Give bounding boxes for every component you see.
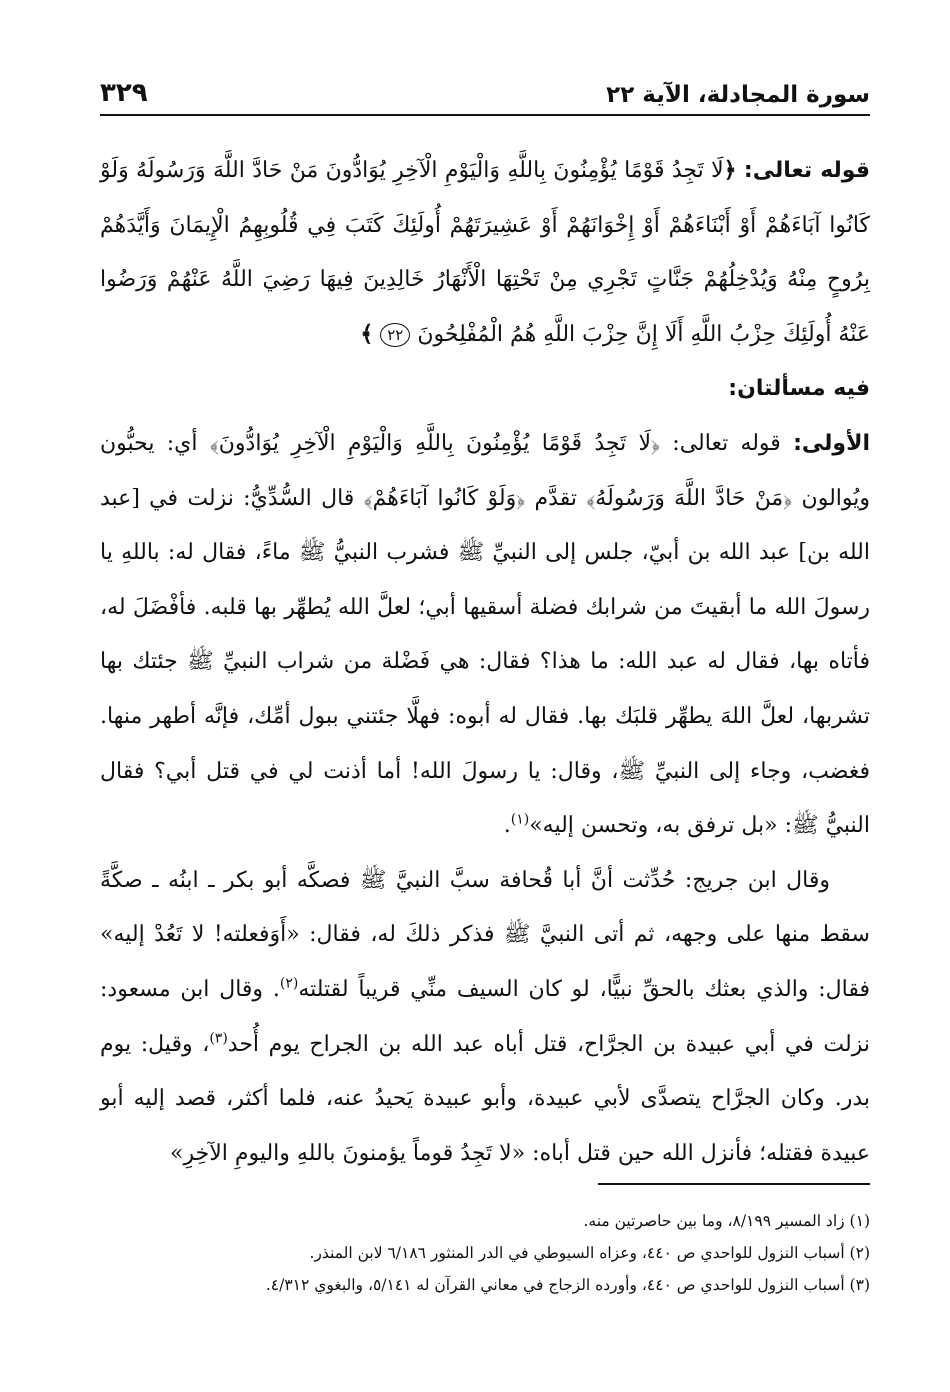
para2-text-1: وقال ابن جريج: حُدِّثت أنَّ أبا قُحافة سبَّ النبيَّ ﷺ فصكَّه أبو بكر ـ ابنُه ـ صكَّةً سقط منها على وجهه، ثم أتى النبيَّ ﷺ فذكر ذلكَ له، فقال: «أَوَفعلته! لا تَعُدْ إليه» فقال: والذي بعثك بالحقِّ نبيًّا، لو كان السيف منِّي قريباً لقتلته: [100, 867, 870, 1002]
footnote-ref-2: (٢): [279, 975, 299, 992]
running-title: سورة المجادلة، الآية ٢٢: [606, 82, 870, 108]
footnote-ref-1: (١): [510, 811, 530, 828]
footnote-separator: [598, 1183, 870, 1185]
paragraph-ibn-jurayj: [100, 854, 870, 1182]
quran-quote-2: ﴿مَنْ حَادَّ اللَّهَ وَرَسُولَهُ﴾: [586, 485, 793, 511]
verse-open-bracket: ﴿: [723, 158, 737, 183]
footnote-3: (٣) أسباب النزول للواحدي ص ٤٤٠، وأورده الزجاج في معاني القرآن له ٥/١٤١، والبغوي ٤/٣١٢.: [265, 1276, 870, 1294]
verse-lead: قوله تعالى:: [743, 158, 870, 183]
page-body: [100, 144, 870, 1181]
footnote-1: (١) زاد المسير ٨/١٩٩، وما بين حاصرتين منه.: [583, 1212, 870, 1230]
quran-quote-3: ﴿وَلَوْ كَانُوا آبَاءَهُمْ﴾: [363, 485, 526, 511]
footnote-2: (٢) أسباب النزول للواحدي ص ٤٤٠، وعزاه السيوطي في الدر المنثور ٦/١٨٦ لابن المنذر.: [309, 1244, 870, 1262]
header-rule: [100, 114, 870, 116]
issues-heading: فيه مسألتان:: [728, 376, 870, 402]
quran-quote-1: ﴿لَا تَجِدُ قَوْمًا يُؤْمِنُونَ بِاللَّهِ وَالْيَوْمِ الْآخِرِ يُوَادُّونَ﴾: [209, 430, 661, 456]
verse-text: لَا تَجِدُ قَوْمًا يُؤْمِنُونَ بِاللَّهِ وَالْيَوْمِ الْآخِرِ يُوَادُّونَ مَنْ حَادَّ اللَّهَ وَرَسُولَهُ وَلَوْ كَانُوا آبَاءَهُمْ أَوْ أَبْنَاءَهُمْ أَوْ إِخْوَانَهُمْ أَوْ عَشِيرَتَهُمْ أُولَئِكَ كَتَبَ فِي قُلُوبِهِمُ الْإِيمَانَ وَأَيَّدَهُمْ بِرُوحٍ مِنْهُ وَيُدْخِلُهُمْ جَنَّاتٍ تَجْرِي مِنْ تَحْتِهَا الْأَنْهَارُ خَالِدِينَ فِيهَا رَضِيَ اللَّهُ عَنْهُمْ وَرَضُوا عَنْهُ أُولَئِكَ حِزْبُ اللَّهِ أَلَا إِنَّ حِزْبَ اللَّهِ هُمُ الْمُفْلِحُونَ: [100, 158, 870, 347]
page-number: ٣٢٩: [100, 78, 148, 108]
footnote-ref-3: (٣): [209, 1030, 228, 1047]
page-header: [100, 68, 870, 108]
para2-text-3: ، وقيل: يوم بدر. وكان الجرَّاح يتصدَّى لأبي عبيدة، وأبو عبيدة يَحيدُ عنه، فلما أكثر، قصد إليه أبو عبيدة فقتله؛ فأنزل الله حين قتل أباه: «لا تَجِدُ قوماً يؤمنونَ باللهِ واليومِ الآخِرِ»: [100, 1031, 870, 1166]
ayah-number-marker: ٢٢: [380, 323, 410, 347]
para2-text-2: . وقال ابن مسعود: نزلت في أبي عبيدة بن الجرَّاح، قتل أباه عبد الله بن الجراح يوم أُحد: [100, 976, 870, 1057]
para1-end: .: [503, 813, 511, 839]
para1-text-2: أي: يحبُّون ويُوالون: [100, 430, 871, 511]
para1-text-1: قوله تعالى:: [660, 430, 794, 456]
para1-text-3: تقدَّم: [525, 485, 587, 511]
first-issue-lead: الأولى:: [793, 430, 870, 456]
verse-block: [100, 144, 870, 362]
footnotes: [100, 1205, 870, 1301]
verse-close-bracket: ﴾: [360, 321, 374, 347]
paragraph-first-issue: [100, 417, 870, 854]
para1-text-4: قال السُّدِّيُّ: نزلت في [عبد الله بن] عبد الله بن أبيّ، جلس إلى النبيِّ ﷺ فشرب النبيُّ ﷺ ماءً، فقال له: باللهِ يا رسولَ الله ما أبقيتَ من شرابك فضلة أسقيها أبي؛ لعلَّ الله يُطهِّر بها قلبه. فأفْضَلَ له، فأتاه بها، فقال له عبد الله: ما هذا؟ فقال: هي فَضْلة من شراب النبيِّ ﷺ جئتك بها تشربها، لعلَّ اللهَ يطهِّر قلبَك بها. فقال له أبوه: فهلَّا جئتني ببول أمِّك، فإنَّه أطهر منها. فغضب، وجاء إلى النبيِّ ﷺ، وقال: يا رسولَ الله! أما أذنت لي في قتل أبي؟ فقال النبيُّ ﷺ: «بل ترفق به، وتحسن إليه»: [100, 485, 870, 839]
